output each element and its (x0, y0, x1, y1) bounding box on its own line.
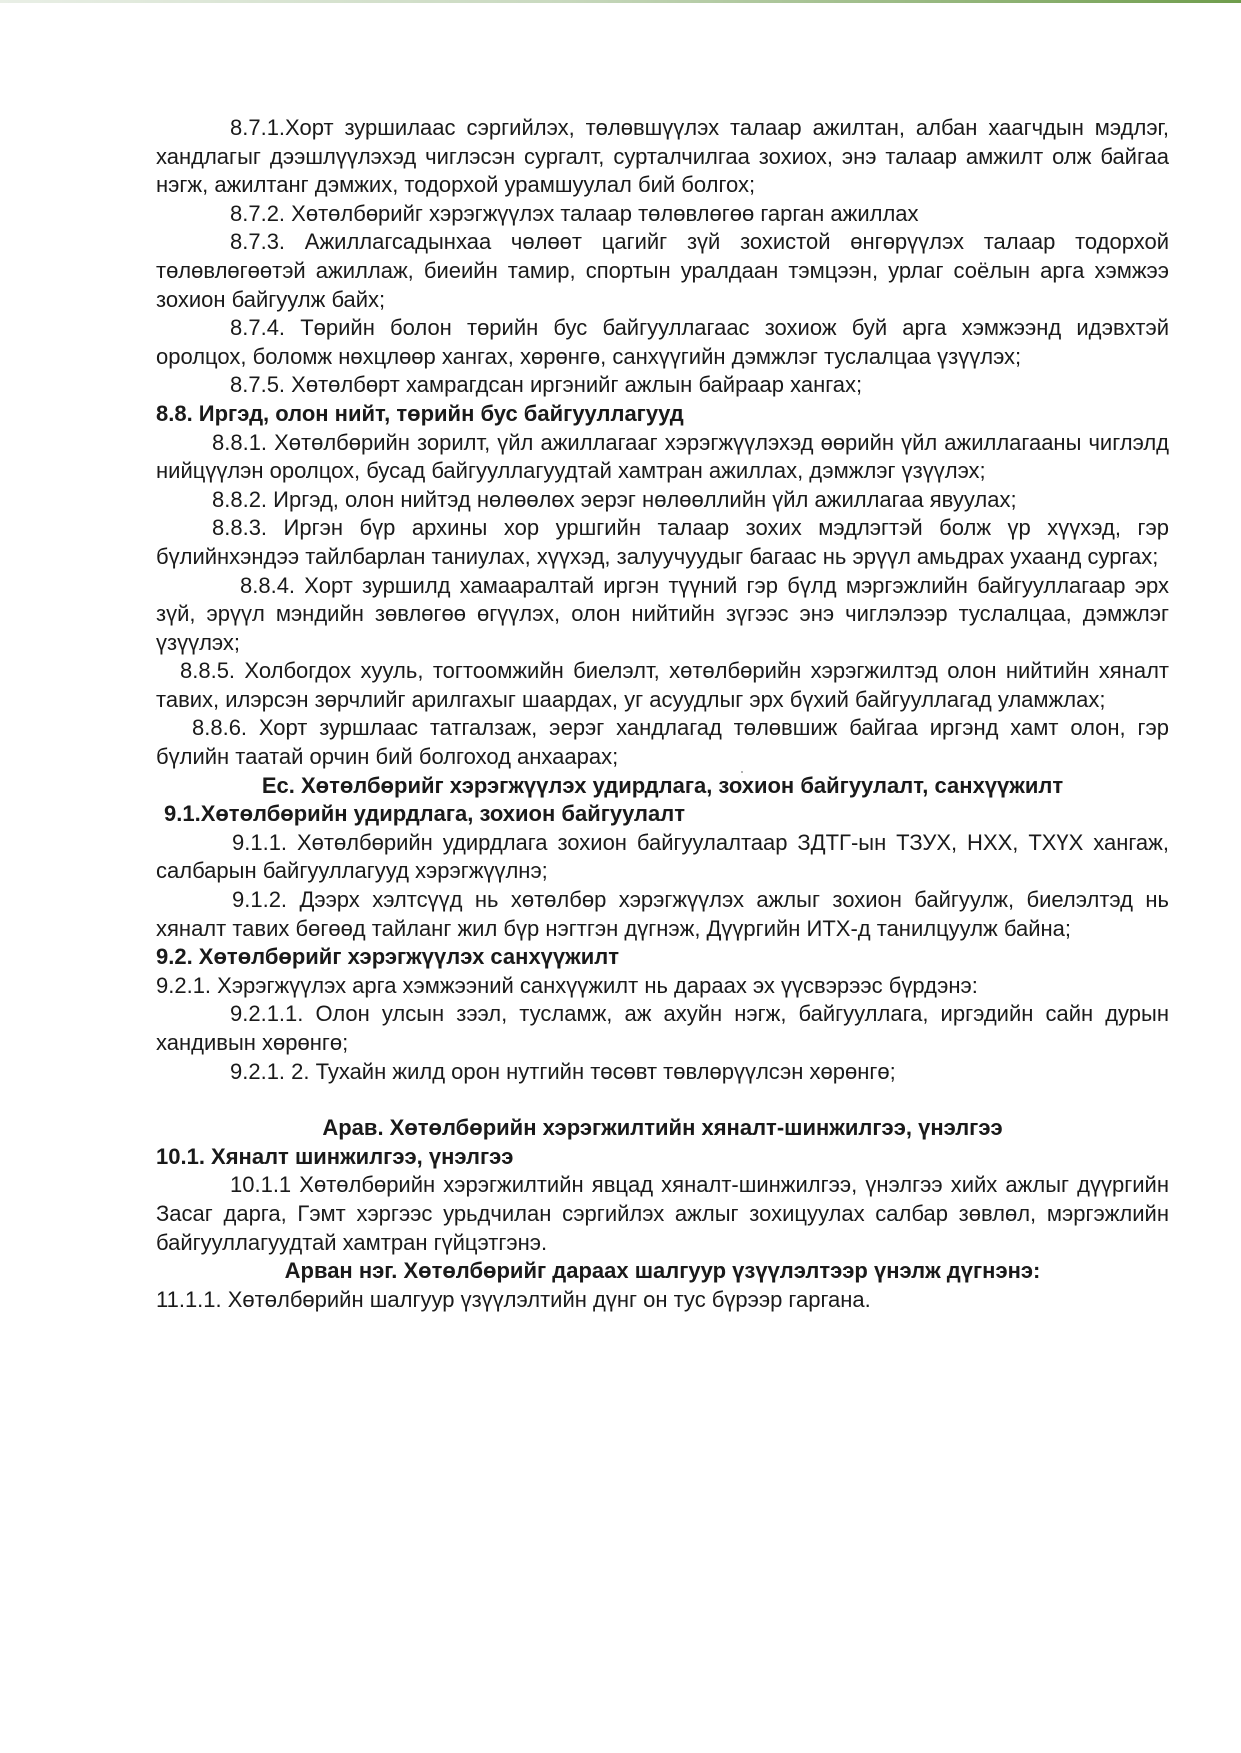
paragraph-8-8-4: 8.8.4. Хорт зуршилд хамааралтай иргэн түүний гэр бүлд мэргэжлийн байгууллагаар эрх зүй, эрүүл мэндийн зөвлөгөө өгүүлэх, олон нийтийн зүгээс энэ чиглэлээр туслалцаа, дэмжлэг үзүүлэх; (156, 572, 1169, 655)
paragraph-8-8-6: 8.8.6. Хорт зуршлаас татгалзаж, эерэг хандлагад төлөвшиж байгаа иргэнд хамт олон, гэр бүлийн таатай орчин бий болгоход анхаарах; (156, 715, 1169, 770)
heading-9-1: 9.1.Хөтөлбөрийн удирдлага, зохион байгуулалт (164, 801, 686, 827)
paragraph-9-1-2: 9.1.2. Дээрх хэлтсүүд нь хөтөлбөр хэрэгжүүлэх ажлыг зохион байгуулж, биелэлтэд нь хяналт тавих бөгөөд тайланг жил бүр нэгтгэн дүгнэж, Дүүргийн ИТХ-д танилцуулж байна; (156, 887, 1169, 941)
heading-9-2: 9.2. Хөтөлбөрийг хэрэгжүүлэх санхүүжилт (156, 944, 620, 970)
paragraph-8-7-2: 8.7.2. Хөтөлбөрийг хэрэгжүүлэх талаар төлөвлөгөө гарган ажиллах (230, 200, 919, 226)
paragraph-8-7-3: 8.7.3. Ажиллагсадынхаа чөлөөт цагийг зүй зохистой өнгөрүүлэх талаар тодорхой төлөвлөгөөтэй ажиллаж, биеийн тамир, спортын уралдаан тэмцээн, урлаг соёлын арга хэмжээ зохион байгуулж байх; (156, 229, 1169, 312)
document-page (156, 114, 1169, 1314)
paragraph-10-1-1: 10.1.1 Хөтөлбөрийн хэрэгжилтийн явцад хяналт-шинжилгээ, үнэлгээ хийх ажлыг дүүргийн Засаг дарга, Гэмт хэргээс урьдчилан сэргийлэх ажлыг зохицуулах салбар зөвлөл, мэргэжлийн байгууллагуудтай хамтран гүйцэтгэнэ. (156, 1172, 1169, 1255)
paragraph-11-1-1: 11.1.1. Хөтөлбөрийн шалгуур үзүүлэлтийн дүнг он тус бүрээр гаргана. (156, 1286, 871, 1312)
spacer (156, 1086, 1169, 1114)
paragraph-8-7-1: 8.7.1.Хорт зуршилаас сэргийлэх, төлөвшүүлэх талаар ажилтан, албан хаагчдын мэдлэг, хандлагыг дээшлүүлэхэд чиглэсэн сургалт, сурталчилгаа зохиох, энэ талаар амжилт олж байгаа нэгж, ажилтанг дэмжих, тодорхой урамшуулал бий болгох; (156, 115, 1169, 198)
paragraph-9-2-1-2: 9.2.1. 2. Тухайн жилд орон нутгийн төсөвт төвлөрүүлсэн хөрөнгө; (230, 1058, 896, 1084)
paragraph-8-7-4: 8.7.4. Төрийн болон төрийн бус байгууллагаас зохиож буй арга хэмжээнд идэвхтэй оролцох, боломж нөхцлөөр хангах, хөрөнгө, санхүүгийн дэмжлэг туслалцаа үзүүлэх; (156, 315, 1169, 369)
paragraph-8-8-5: 8.8.5. Холбогдох хууль, тогтоомжийн биелэлт, хөтөлбөрийн хэрэгжилтэд олон нийтийн хяналт тавих, илэрсэн зөрчлийг арилгахыг шаардах, уг асуудлыг эрх бүхий байгууллагад уламжлах; (156, 658, 1169, 712)
top-border-line (0, 0, 1241, 3)
paragraph-8-7-5: 8.7.5. Хөтөлбөрт хамрагдсан иргэнийг ажлын байраар хангах; (230, 372, 863, 398)
paragraph-9-2-1: 9.2.1. Хэрэгжүүлэх арга хэмжээний санхүүжилт нь дараах эх үүсвэрээс бүрдэнэ: (156, 972, 978, 998)
heading-8-8: 8.8. Иргэд, олон нийт, төрийн бус байгууллагууд (156, 400, 684, 426)
section-heading-11: Арван нэг. Хөтөлбөрийг дараах шалгуур үзүүлэлтээр үнэлж дүгнэнэ: (284, 1258, 1041, 1284)
paragraph-8-8-3: 8.8.3. Иргэн бүр архины хор уршгийн талаар зохих мэдлэгтэй болж үр хүүхэд, гэр бүлийнхэндээ тайлбарлан таниулах, хүүхэд, залуучуудыг багаас нь эрүүл амьдрах ухаанд сургах; (156, 515, 1169, 569)
paragraph-9-2-1-1: 9.2.1.1. Олон улсын зээл, тусламж, аж ахуйн нэгж, байгууллага, иргэдийн сайн дурын хандивын хөрөнгө; (156, 1001, 1169, 1055)
section-heading-10: Арав. Хөтөлбөрийн хэрэгжилтийн хяналт-шинжилгээ, үнэлгээ (322, 1115, 1003, 1141)
paragraph-8-8-1: 8.8.1. Хөтөлбөрийн зорилт, үйл ажиллагааг хэрэгжүүлэхэд өөрийн үйл ажиллагааны чиглэлд нийцүүлэн оролцох, бусад байгууллагуудтай хамтран ажиллах, дэмжлэг үзүүлэх; (156, 429, 1169, 484)
section-heading-9: Ес. Хөтөлбөрийг хэрэгжүүлэх удирдлага, зохион байгуулалт, санхүүжилт (261, 772, 1064, 798)
heading-10-1: 10.1. Хяналт шинжилгээ, үнэлгээ (156, 1143, 514, 1169)
paragraph-8-8-2: 8.8.2. Иргэд, олон нийтэд нөлөөлөх эерэг нөлөөллийн үйл ажиллагаа явуулах; (212, 486, 1017, 512)
paragraph-9-1-1: 9.1.1. Хөтөлбөрийн удирдлага зохион байгуулалтаар ЗДТГ-ын ТЗУХ, НХХ, ТХҮХ хангаж, салбарын байгууллагууд хэрэгжүүлнэ; (156, 829, 1169, 884)
